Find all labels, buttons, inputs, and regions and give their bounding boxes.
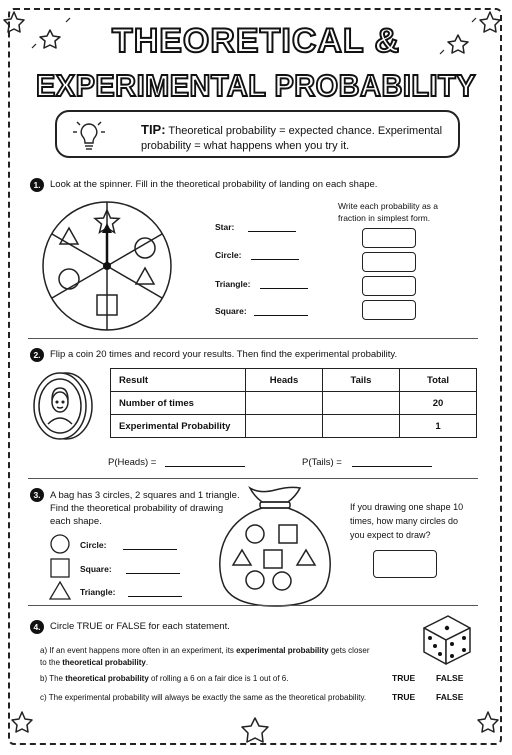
question-number: 3. bbox=[30, 488, 44, 502]
statement-c bbox=[40, 692, 385, 704]
answer-line[interactable] bbox=[126, 573, 180, 574]
star-icon bbox=[478, 712, 498, 732]
answer-box[interactable] bbox=[373, 550, 437, 578]
statement-bold: theoretical probability bbox=[65, 674, 149, 683]
statement-text: . bbox=[145, 658, 149, 667]
table-cell-input[interactable] bbox=[323, 392, 400, 415]
table-cell: Number of times bbox=[111, 392, 246, 415]
statement-bold: experimental probability bbox=[236, 646, 329, 655]
statement-bold: theoretical probability bbox=[62, 658, 146, 667]
triangle-label: Triangle: bbox=[215, 279, 251, 289]
coin-results-table bbox=[110, 368, 477, 438]
statement-text: gets closer to the bbox=[40, 646, 370, 667]
statement-text: If an event happens more often in an experiment, its bbox=[49, 646, 237, 655]
answer-line[interactable] bbox=[123, 549, 177, 550]
question-number: 2. bbox=[30, 348, 44, 362]
lightbulb-icon bbox=[69, 118, 109, 154]
square-icon bbox=[51, 559, 69, 577]
answer-line[interactable] bbox=[260, 288, 308, 289]
statement-letter: b) bbox=[40, 674, 48, 683]
square-label: Square: bbox=[80, 564, 112, 574]
circle-label: Circle: bbox=[215, 250, 242, 260]
question-number: 4. bbox=[30, 620, 44, 634]
p-tails-label: P(Tails) = bbox=[302, 457, 342, 468]
table-header-cell: Total bbox=[400, 369, 477, 392]
circle-icon bbox=[51, 535, 69, 553]
true-option-b[interactable]: TRUE bbox=[392, 673, 416, 683]
answer-line[interactable] bbox=[254, 315, 308, 316]
fraction-instruction: Write each probability as a fraction in simplest form. bbox=[338, 201, 439, 223]
circle-shape bbox=[246, 571, 264, 589]
statement-text: of rolling a 6 on a fair dice is 1 out of 6. bbox=[148, 674, 289, 683]
shape-icons bbox=[48, 533, 78, 603]
question-2-prompt: Flip a coin 20 times and record your results. Then find the experimental probability. bbox=[50, 349, 398, 360]
question-4-prompt: Circle TRUE or FALSE for each statement. bbox=[50, 621, 230, 632]
star-label: Star: bbox=[215, 222, 235, 232]
tip-body: Theoretical probability = expected chance. Experimental probability = what happens when you try it. bbox=[141, 125, 443, 152]
title-line1: THEORETICAL & bbox=[111, 22, 401, 60]
table-cell: 20 bbox=[400, 392, 477, 415]
triangle-icon bbox=[50, 582, 70, 599]
triangle-shape bbox=[60, 228, 78, 244]
statement-b bbox=[40, 673, 385, 685]
section-divider bbox=[28, 478, 478, 479]
star-icon bbox=[242, 718, 268, 742]
triangle-label: Triangle: bbox=[80, 587, 116, 597]
question-number: 1. bbox=[30, 178, 44, 192]
table-header-cell: Heads bbox=[246, 369, 323, 392]
circle-shape bbox=[59, 269, 79, 289]
table-header-cell: Tails bbox=[323, 369, 400, 392]
question-3-prompt: A bag has 3 circles, 2 squares and 1 triangle. Find the theoretical probability of drawing each shape. bbox=[50, 490, 240, 527]
true-option-c[interactable]: TRUE bbox=[392, 692, 416, 702]
title-line2: EXPERIMENTAL PROBABILITY bbox=[36, 68, 476, 103]
square-shape bbox=[264, 550, 282, 568]
answer-box[interactable] bbox=[362, 252, 416, 272]
table-row bbox=[111, 392, 477, 415]
answer-line[interactable] bbox=[352, 466, 432, 467]
answer-box[interactable] bbox=[362, 228, 416, 248]
statement-letter: c) bbox=[40, 693, 47, 702]
table-cell: Experimental Probability bbox=[111, 415, 246, 438]
table-cell: 1 bbox=[400, 415, 477, 438]
tip-label: TIP: bbox=[141, 122, 166, 137]
tip-text bbox=[141, 122, 451, 154]
circle-shape bbox=[246, 525, 264, 543]
star-icon bbox=[12, 712, 32, 732]
page-title bbox=[0, 12, 512, 107]
statement-a bbox=[40, 645, 370, 669]
triangle-shape bbox=[136, 268, 154, 284]
square-shape bbox=[279, 525, 297, 543]
answer-line[interactable] bbox=[248, 231, 296, 232]
section-divider bbox=[28, 338, 478, 339]
answer-box[interactable] bbox=[362, 276, 416, 296]
circle-shape bbox=[273, 572, 291, 590]
statement-letter: a) bbox=[40, 646, 48, 655]
question-1-prompt: Look at the spinner. Fill in the theoretical probability of landing on each shape. bbox=[50, 179, 378, 190]
triangle-shape bbox=[297, 550, 315, 565]
circle-label: Circle: bbox=[80, 540, 107, 550]
bag-icon bbox=[210, 482, 340, 610]
statement-text: The bbox=[49, 674, 66, 683]
coin-icon bbox=[28, 366, 98, 446]
square-label: Square: bbox=[215, 306, 247, 316]
p-heads-label: P(Heads) = bbox=[108, 457, 157, 468]
question-3-side: If you drawing one shape 10 times, how many circles do you expect to draw? bbox=[350, 502, 464, 540]
table-cell-input[interactable] bbox=[246, 415, 323, 438]
statement-text: The experimental probability will always be exactly the same as the theoretical probability. bbox=[48, 693, 367, 702]
answer-box[interactable] bbox=[362, 300, 416, 320]
table-header-cell: Result bbox=[111, 369, 246, 392]
false-option-c[interactable]: FALSE bbox=[436, 692, 464, 702]
answer-line[interactable] bbox=[165, 466, 245, 467]
false-option-b[interactable]: FALSE bbox=[436, 673, 464, 683]
table-row bbox=[111, 415, 477, 438]
table-cell-input[interactable] bbox=[323, 415, 400, 438]
table-header-row bbox=[111, 369, 477, 392]
section-divider bbox=[28, 605, 478, 606]
dice-icon bbox=[418, 610, 474, 666]
tip-box bbox=[55, 110, 460, 158]
spinner bbox=[40, 200, 180, 332]
answer-line[interactable] bbox=[128, 596, 182, 597]
answer-line[interactable] bbox=[251, 259, 299, 260]
table-cell-input[interactable] bbox=[246, 392, 323, 415]
triangle-shape bbox=[233, 550, 251, 565]
